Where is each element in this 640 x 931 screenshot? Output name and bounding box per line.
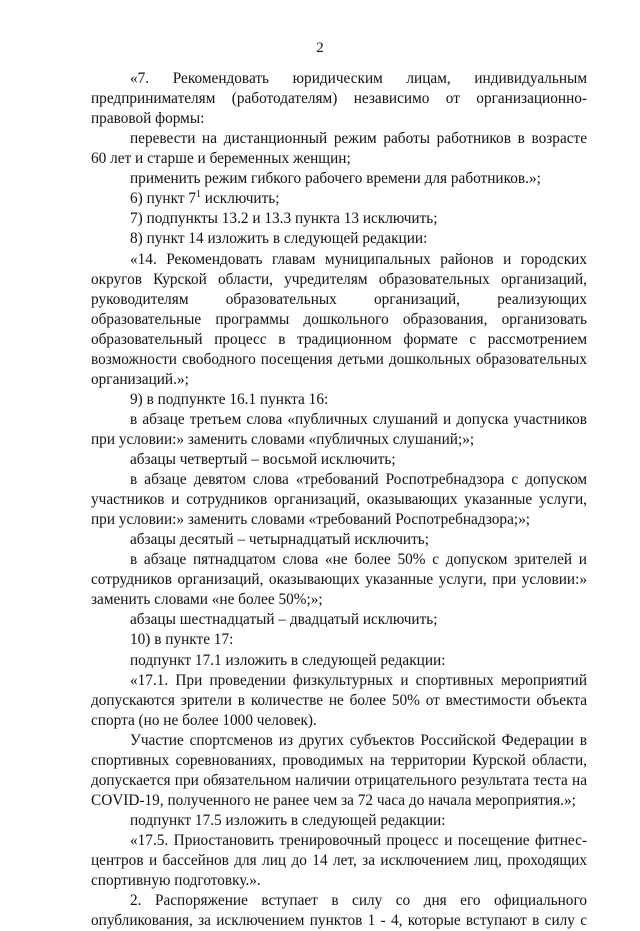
text-line: возможности свободного посещения детьми дошкольных образовательных	[91, 350, 587, 368]
text-line: руководителям образовательных организаций, реализующих	[91, 290, 587, 308]
superscript: 1	[195, 189, 201, 201]
text-line: «14. Рекомендовать главам муниципальных районов и городских	[130, 250, 587, 268]
text-line: опубликования, за исключением пунктов 1 - 4, которые вступают в силу с	[91, 912, 587, 930]
text-line: Участие спортсменов из других субъектов Российской Федерации в	[130, 731, 587, 749]
text-line: при условии:» заменить словами «публичных слушаний;»;	[91, 430, 475, 448]
text-line: образовательные программы дошкольного образования, организовать	[91, 310, 587, 328]
page-number: 2	[316, 40, 324, 56]
text-line: округов Курской области, учредителям образовательных организаций,	[91, 270, 587, 288]
text-line: правовой формы:	[91, 110, 205, 128]
text-line: спортивных соревнованиях, проводимых на территории Курской области,	[91, 751, 587, 769]
text-line: допускаются зрители в количестве не более 50% от вместимости объекта	[91, 691, 587, 709]
text-line: центров и бассейнов для лиц до 14 лет, за исключением лиц, проходящих	[91, 852, 587, 869]
text-line: применить режим гибкого рабочего времени для работников.»;	[130, 170, 541, 188]
text-line: «17.5. Приостановить тренировочный процесс и посещение фитнес-	[130, 831, 587, 849]
text-line: предпринимателям (работодателям) независимо от организационно-	[91, 90, 587, 107]
text-line: в абзаце третьем слова «публичных слушаний и допуска участников	[130, 410, 587, 428]
text-line: 8) пункт 14 изложить в следующей редакции:	[130, 230, 428, 248]
text-line: подпункт 17.5 изложить в следующей редакции:	[130, 811, 446, 829]
text-line: перевести на дистанционный режим работы работников в возрасте	[130, 130, 587, 148]
text-tail: исключить;	[200, 190, 280, 208]
text-line: образовательный процесс в традиционном формате с рассмотрением	[91, 330, 587, 348]
text-line: «7. Рекомендовать юридическим лицам, индивидуальным	[130, 70, 587, 87]
text-line: 6) пункт $7^1$ исключить;	[130, 189, 280, 208]
text-line: в абзаце пятнадцатом слова «не более 50% с допуском зрителей и	[130, 551, 587, 569]
text-line: допускается при обязательном наличии отрицательного результата теста на	[91, 771, 587, 789]
text-line: сотрудников организаций, оказывающих указанные услуги, при условии:»	[91, 571, 587, 589]
text-line: организаций.»;	[91, 370, 189, 388]
text-line: 60 лет и старше и беременных женщин;	[91, 150, 351, 168]
text-line: 7) подпункты 13.2 и 13.3 пункта 13 исключить;	[130, 210, 438, 228]
text-line: спортивную подготовку.».	[91, 872, 261, 889]
text-line: абзацы четвертый – восьмой исключить;	[130, 450, 396, 468]
text-line: спорта (но не более 1000 человек).	[91, 711, 317, 729]
text-line: абзацы десятый – четырнадцатый исключить;	[130, 531, 429, 549]
text-line: абзацы шестнадцатый – двадцатый исключить;	[130, 611, 438, 629]
text-line: в абзаце девятом слова «требований Роспотребнадзора с допуском	[130, 471, 587, 488]
text-line: заменить словами «не более 50%;»;	[91, 591, 323, 609]
text-line: 10) в пункте 17:	[130, 631, 234, 649]
text-line: 2. Распоряжение вступает в силу со дня его официального	[130, 892, 587, 910]
text-line: подпункт 17.1 изложить в следующей редакции:	[130, 651, 446, 669]
text-line: «17.1. При проведении физкультурных и спортивных мероприятий	[130, 671, 587, 689]
text-line: 9) в подпункте 16.1 пункта 16:	[130, 390, 329, 408]
text-line: участников и сотрудников организаций, оказывающих указанные услуги,	[91, 491, 587, 509]
text-line: COVID-19, полученного не ранее чем за 72 часа до начала мероприятия.»;	[91, 791, 576, 809]
text-line: при условии:» заменить словами «требований Роспотребнадзора;»;	[91, 511, 531, 529]
